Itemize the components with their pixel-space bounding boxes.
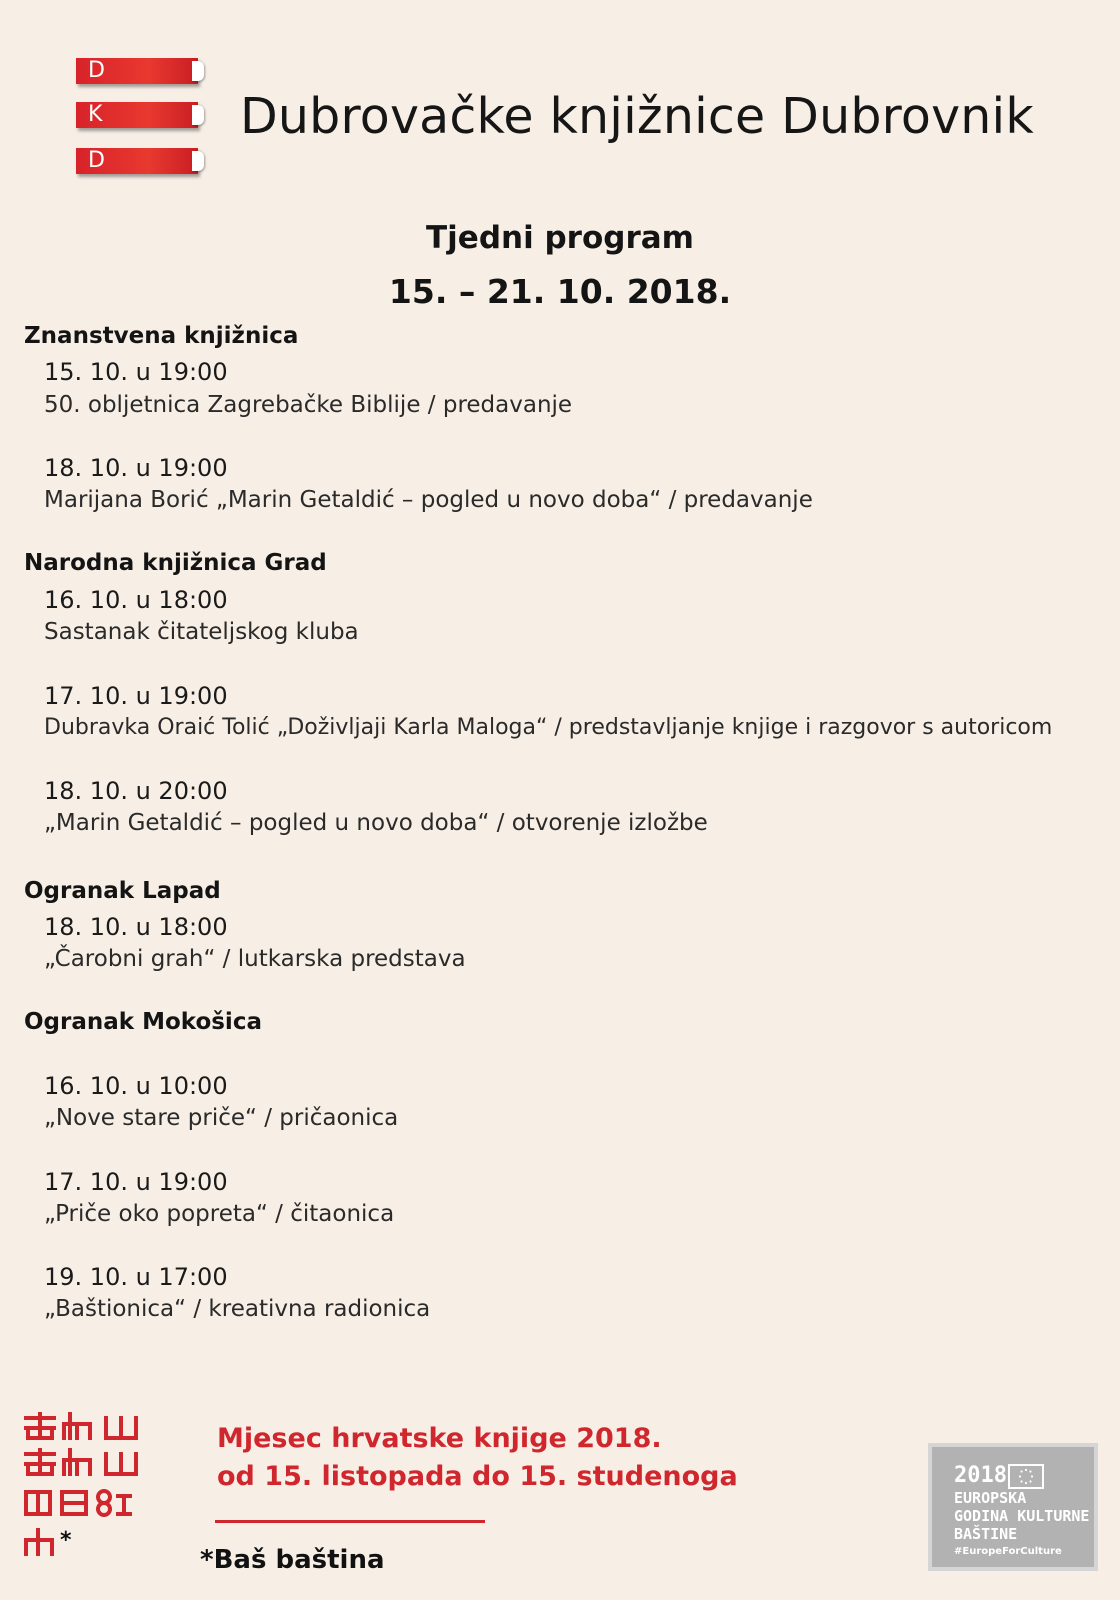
section-heading: Narodna knjižnica Grad [24, 550, 327, 576]
section-heading: Znanstvena knjižnica [24, 323, 299, 349]
eu-stars-icon [1008, 1464, 1044, 1489]
event-date: 17. 10. u 19:00 [44, 1168, 228, 1196]
campaign-line-1: Mjesec hrvatske knjige 2018. [217, 1423, 662, 1454]
badge-line: GODINA KULTURNE [954, 1507, 1090, 1525]
glagolitic-asterisk: * [60, 1528, 72, 1553]
divider [215, 1520, 485, 1523]
event-description: Dubravka Oraić Tolić „Doživljaji Karla Maloga“ / predstavljanje knjige i razgovor s autoricom [44, 715, 1053, 740]
event-date: 16. 10. u 18:00 [44, 586, 228, 614]
badge-line: BAŠTINE [954, 1525, 1018, 1543]
logo-book-bar [76, 102, 198, 130]
event-description: „Priče oko popreta“ / čitaonica [44, 1201, 395, 1227]
dkd-logo [76, 58, 204, 180]
event-date: 19. 10. u 17:00 [44, 1263, 228, 1291]
event-description: Sastanak čitateljskog kluba [44, 619, 359, 645]
logo-book-bar [76, 58, 198, 86]
event-description: „Nove stare priče“ / pričaonica [44, 1105, 399, 1131]
logo-book-bar [76, 148, 198, 176]
event-description: 50. obljetnica Zagrebačke Biblije / predavanje [44, 392, 573, 418]
badge-year: 2018 [954, 1463, 1007, 1488]
badge-line: EUROPSKA [954, 1489, 1027, 1507]
event-description: „Baštionica“ / kreativna radionica [44, 1296, 431, 1322]
event-date: 18. 10. u 19:00 [44, 454, 228, 482]
campaign-line-2: od 15. listopada do 15. studenoga [217, 1461, 738, 1492]
event-description: „Čarobni grah“ / lutkarska predstava [44, 946, 466, 972]
organization-title: Dubrovačke knjižnice Dubrovnik [240, 88, 1034, 145]
program-title: Tjedni program [426, 220, 694, 256]
section-heading: Ogranak Lapad [24, 878, 221, 904]
logo-letter: K [88, 102, 103, 127]
bas-bastina-slogan: *Baš baština [200, 1545, 385, 1575]
glagolitic-logo [24, 1412, 144, 1572]
program-dates: 15. – 21. 10. 2018. [388, 272, 732, 311]
logo-letter: D [88, 148, 105, 173]
logo-letter: D [88, 58, 105, 83]
event-date: 18. 10. u 20:00 [44, 777, 228, 805]
section-heading: Ogranak Mokošica [24, 1009, 262, 1035]
badge-hashtag: #EuropeForCulture [954, 1546, 1062, 1557]
event-date: 15. 10. u 19:00 [44, 358, 228, 386]
event-date: 16. 10. u 10:00 [44, 1072, 228, 1100]
event-date: 17. 10. u 19:00 [44, 682, 228, 710]
european-heritage-year-badge [932, 1447, 1094, 1567]
event-description: „Marin Getaldić – pogled u novo doba“ / otvorenje izložbe [44, 810, 708, 836]
event-description: Marijana Borić „Marin Getaldić – pogled u novo doba“ / predavanje [44, 487, 813, 513]
event-date: 18. 10. u 18:00 [44, 913, 228, 941]
